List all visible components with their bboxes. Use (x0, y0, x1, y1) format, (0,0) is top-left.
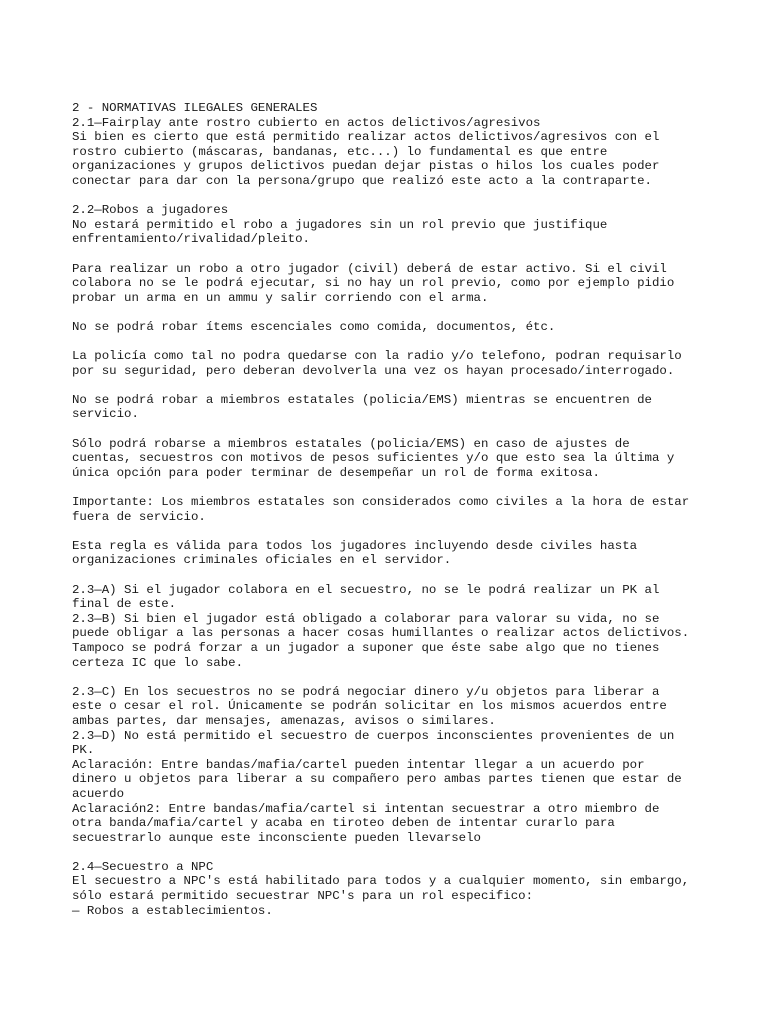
text-line: única opción para poder terminar de desempeñar un rol de forma exitosa. (72, 465, 600, 480)
text-line: sólo estará permitido secuestrar NPC's para un rol especifico: (72, 889, 534, 904)
text-line: acuerdo (72, 786, 125, 801)
text-line: La policía como tal no podra quedarse con la radio y/o telefono, podran requisarlo (72, 349, 682, 364)
text-line: 2.3—D) No está permitido el secuestro de cuerpos inconscientes provenientes de un (72, 728, 675, 743)
text-line: final de este. (72, 597, 177, 612)
text-line: rostro cubierto (máscaras, bandanas, etc...) lo fundamental es que entre (72, 144, 608, 159)
text-line: organizaciones y grupos delictivos puedan dejar pistas o hilos los cuales poder (72, 159, 660, 174)
paragraph-gap (72, 670, 712, 685)
text-line: ambas partes, dar mensajes, amenazas, avisos o similares. (72, 713, 496, 728)
paragraph-gap (72, 335, 712, 350)
text-line: Sólo podrá robarse a miembros estatales (policia/EMS) en caso de ajustes de (72, 436, 630, 451)
text-line: organizaciones criminales oficiales en el servidor. (72, 553, 452, 568)
text-line: Importante: Los miembros estatales son considerados como civiles a la hora de estar (72, 495, 690, 510)
text-line: 2 - NORMATIVAS ILEGALES GENERALES (72, 101, 318, 115)
text-line: 2.3—A) Si el jugador colabora en el secuestro, no se le podrá realizar un PK al (72, 582, 660, 597)
paragraph-gap (72, 189, 712, 204)
text-line: PK. (72, 743, 95, 758)
text-line: 2.3—C) En los secuestros no se podrá negociar dinero y/u objetos para liberar a (72, 684, 660, 699)
text-line: este o cesar el rol. Únicamente se podrán solicitar en los mismos acuerdos entre (72, 699, 667, 714)
document-body (72, 101, 712, 918)
paragraph-gap (72, 568, 712, 583)
text-line: enfrentamiento/rivalidad/pleito. (72, 232, 310, 247)
text-line: probar un arma en un ammu y salir corriendo con el arma. (72, 290, 489, 305)
text-line: Esta regla es válida para todos los jugadores incluyendo desde civiles hasta (72, 538, 638, 553)
paragraph-gap (72, 524, 712, 539)
text-line: Si bien es cierto que está permitido realizar actos delictivos/agresivos con el (72, 130, 660, 145)
text-line: servicio. (72, 407, 139, 422)
paragraph-gap (72, 480, 712, 495)
text-line: otra banda/mafia/cartel y acaba en tiroteo deben de intentar curarlo para (72, 816, 615, 831)
text-line: El secuestro a NPC's está habilitado para todos y a cualquier momento, sin embargo, (72, 874, 690, 889)
text-line: Para realizar un robo a otro jugador (civil) deberá de estar activo. Si el civil (72, 261, 667, 276)
text-line: dinero u objetos para liberar a su compañero pero ambas partes tienen que estar de (72, 772, 682, 787)
paragraph-gap (72, 247, 712, 262)
text-line: fuera de servicio. (72, 509, 206, 524)
text-line: No se podrá robar ítems escenciales como comida, documentos, étc. (72, 319, 556, 334)
text-line: No se podrá robar a miembros estatales (policia/EMS) mientras se encuentren de (72, 392, 652, 407)
text-line: 2.1—Fairplay ante rostro cubierto en actos delictivos/agresivos (72, 115, 541, 130)
text-line: Aclaración: Entre bandas/mafia/cartel pueden intentar llegar a un acuerdo por (72, 757, 645, 772)
paragraph-gap (72, 845, 712, 860)
paragraph-gap (72, 378, 712, 393)
text-line: — Robos a establecimientos. (72, 903, 273, 918)
text-line: por su seguridad, pero deberan devolverla una vez os hayan procesado/interrogado. (72, 363, 675, 378)
text-line: No estará permitido el robo a jugadores sin un rol previo que justifique (72, 217, 608, 232)
paragraph-gap (72, 305, 712, 320)
text-line: 2.3—B) Si bien el jugador está obligado a colaborar para valorar su vida, no se (72, 611, 660, 626)
paragraph-gap (72, 422, 712, 437)
text-line: 2.4—Secuestro a NPC (72, 859, 214, 874)
text-line: Tampoco se podrá forzar a un jugador a suponer que éste sabe algo que no tienes (72, 640, 660, 655)
text-line: secuestrarlo aunque este inconsciente pueden llevarselo (72, 830, 481, 845)
text-line: certeza IC que lo sabe. (72, 655, 244, 670)
text-line: cuentas, secuestros con motivos de pesos suficientes y/o que esto sea la última y (72, 451, 675, 466)
text-line: colabora no se le podrá ejecutar, si no hay un rol previo, como por ejemplo pidio (72, 276, 675, 291)
text-line: Aclaración2: Entre bandas/mafia/cartel si intentan secuestrar a otro miembro de (72, 801, 660, 816)
text-line: 2.2—Robos a jugadores (72, 203, 229, 218)
text-line: puede obligar a las personas a hacer cosas humillantes o realizar actos delictivos. (72, 626, 690, 641)
text-line: conectar para dar con la persona/grupo que realizó este acto a la contraparte. (72, 173, 652, 188)
